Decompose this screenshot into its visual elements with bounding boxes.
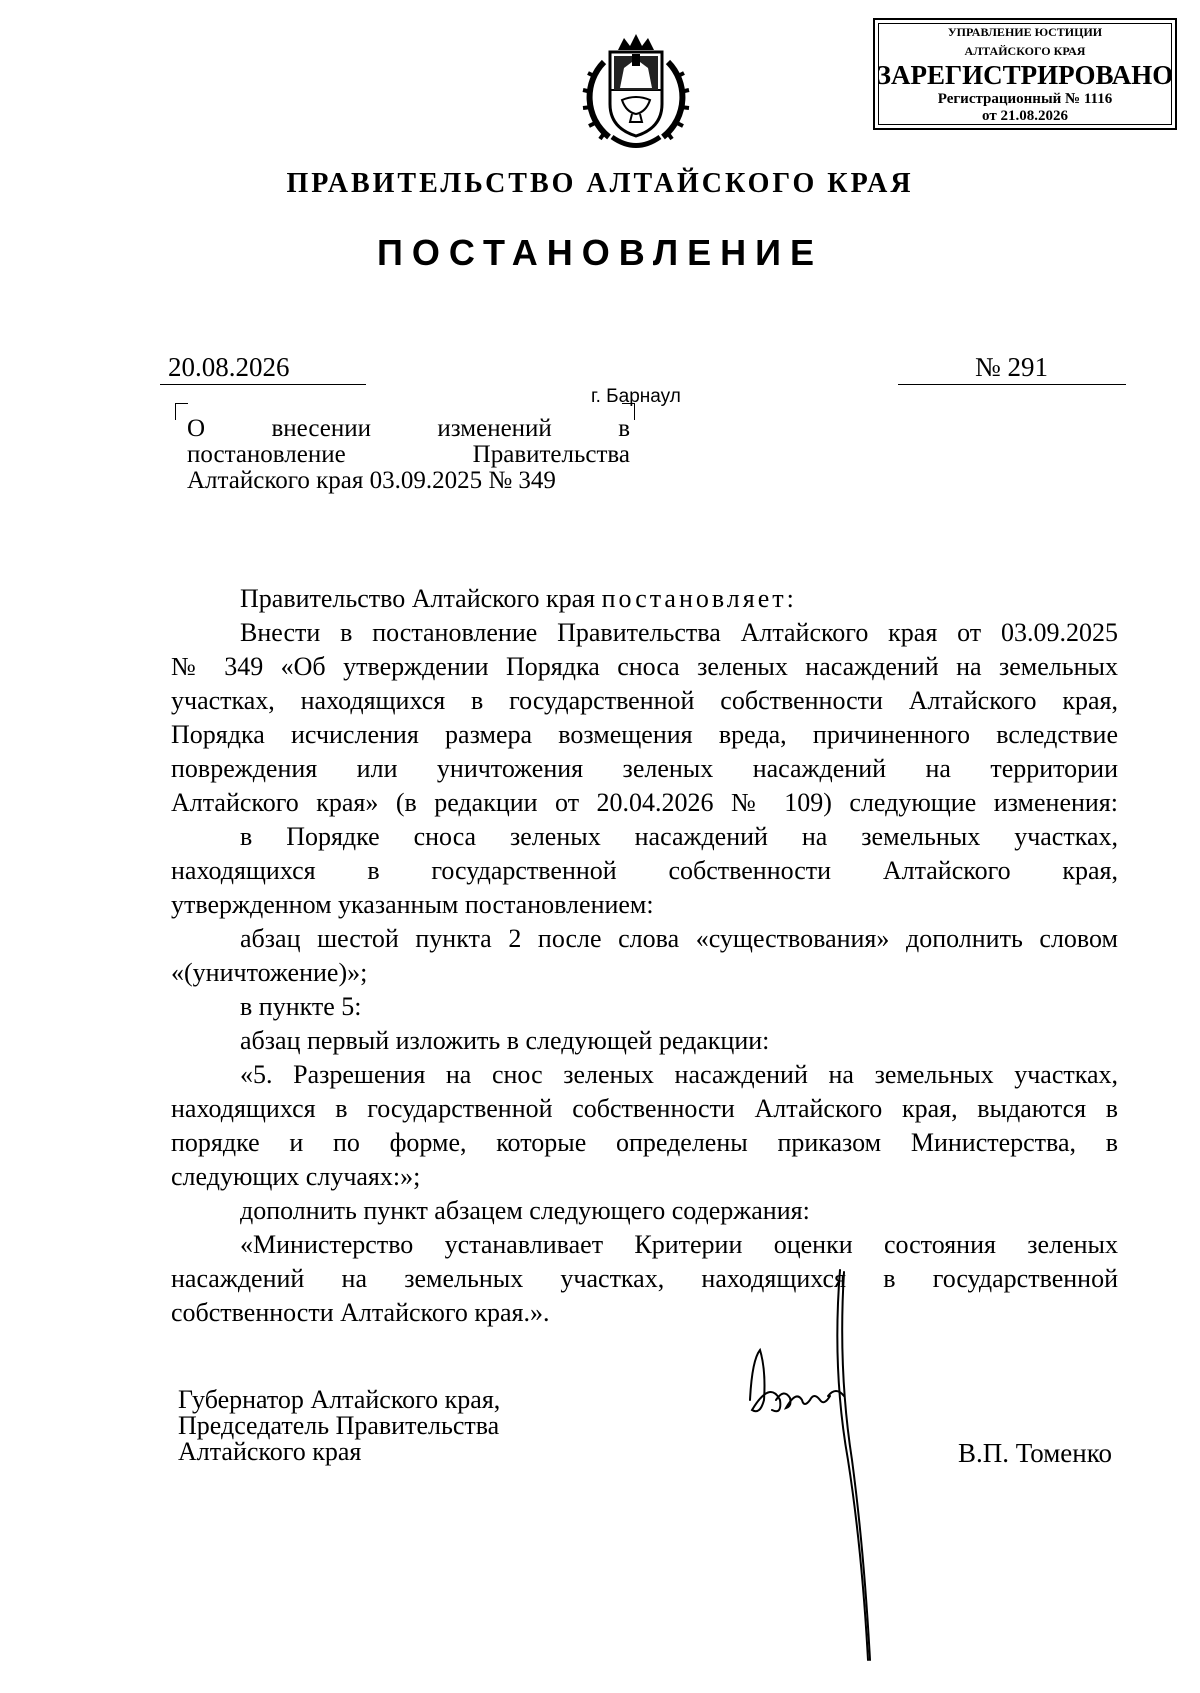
stamp-reg-number: Регистрационный № 1116: [937, 91, 1113, 107]
government-title: ПРАВИТЕЛЬСТВО АЛТАЙСКОГО КРАЯ: [286, 168, 914, 199]
body-line: № 349 «Об утверждении Порядка сноса зеленых насаждений на земельных: [171, 652, 1118, 681]
body-intro-verb: постановляет:: [601, 584, 797, 613]
document-city: г. Барнаул: [591, 386, 681, 407]
body-intro-prefix: Правительство Алтайского края: [240, 584, 602, 613]
body-line: в Порядке сноса зеленых насаждений на земельных участках,: [240, 822, 1118, 851]
date-underline: [160, 384, 366, 385]
stamp-authority-line1: УПРАВЛЕНИЕ ЮСТИЦИИ: [947, 25, 1103, 39]
signer-position-line-3: Алтайского края: [178, 1437, 362, 1466]
body-line: насаждений на земельных участках, находящихся в государственной: [171, 1264, 1118, 1293]
document-number: № 291: [975, 352, 1049, 382]
body-line: собственности Алтайского края.».: [171, 1298, 550, 1327]
body-line: находящихся в государственной собственности Алтайского края, выдаются в: [171, 1094, 1118, 1123]
body-line: дополнить пункт абзацем следующего содержания:: [240, 1196, 810, 1225]
document-type: ПОСТАНОВЛЕНИЕ: [377, 232, 823, 273]
body-line: «5. Разрешения на снос зеленых насаждений на земельных участках,: [240, 1060, 1118, 1089]
body-line: абзац первый изложить в следующей редакции:: [240, 1026, 770, 1055]
body-line: участках, находящихся в государственной собственности Алтайского края,: [171, 686, 1118, 715]
body-line: утвержденном указанным постановлением:: [171, 890, 654, 919]
body-line: в пункте 5:: [240, 992, 362, 1021]
subject-line-2: постановление Правительства: [187, 441, 630, 468]
body-line: Порядка исчисления размера возмещения вреда, причиненного вследствие: [171, 720, 1118, 749]
stamp-inner-frame: [878, 23, 1172, 125]
body-line: находящихся в государственной собственности Алтайского края,: [171, 856, 1118, 885]
subject-line-3: Алтайского края 03.09.2025 № 349: [187, 467, 556, 494]
signer-position-line-2: Председатель Правительства: [178, 1411, 500, 1440]
body-line: Алтайского края» (в редакции от 20.04.2026 № 109) следующие изменения:: [171, 788, 1118, 817]
body-line: «(уничтожение)»;: [171, 958, 368, 987]
document-date: 20.08.2026: [168, 352, 290, 382]
body-line: абзац шестой пункта 2 после слова «существования» дополнить словом: [240, 924, 1118, 953]
body-line: «Министерство устанавливает Критерии оценки состояния зеленых: [240, 1230, 1118, 1259]
stamp-authority-line2: АЛТАЙСКОГО КРАЯ: [964, 44, 1086, 58]
body-line: Внести в постановление Правительства Алтайского края от 03.09.2025: [240, 618, 1118, 647]
signer-name: В.П. Томенко: [958, 1438, 1112, 1468]
body-line: повреждения или уничтожения зеленых насаждений на территории: [171, 754, 1118, 783]
stamp-status: ЗАРЕГИСТРИРОВАНО: [876, 60, 1174, 90]
registration-stamp: [873, 18, 1177, 130]
body-intro: [240, 582, 1118, 616]
handwritten-signature-icon: [740, 1250, 890, 1670]
subject-line-1: О внесении изменений в: [187, 415, 630, 442]
body-line: порядке и по форме, которые определены приказом Министерства, в: [171, 1128, 1118, 1157]
number-underline: [898, 384, 1126, 385]
body-line: следующих случаях:»;: [171, 1162, 421, 1191]
coat-of-arms-icon: [574, 32, 698, 154]
signer-position-line-1: Губернатор Алтайского края,: [178, 1385, 501, 1414]
stamp-reg-date: от 21.08.2026: [982, 108, 1068, 124]
